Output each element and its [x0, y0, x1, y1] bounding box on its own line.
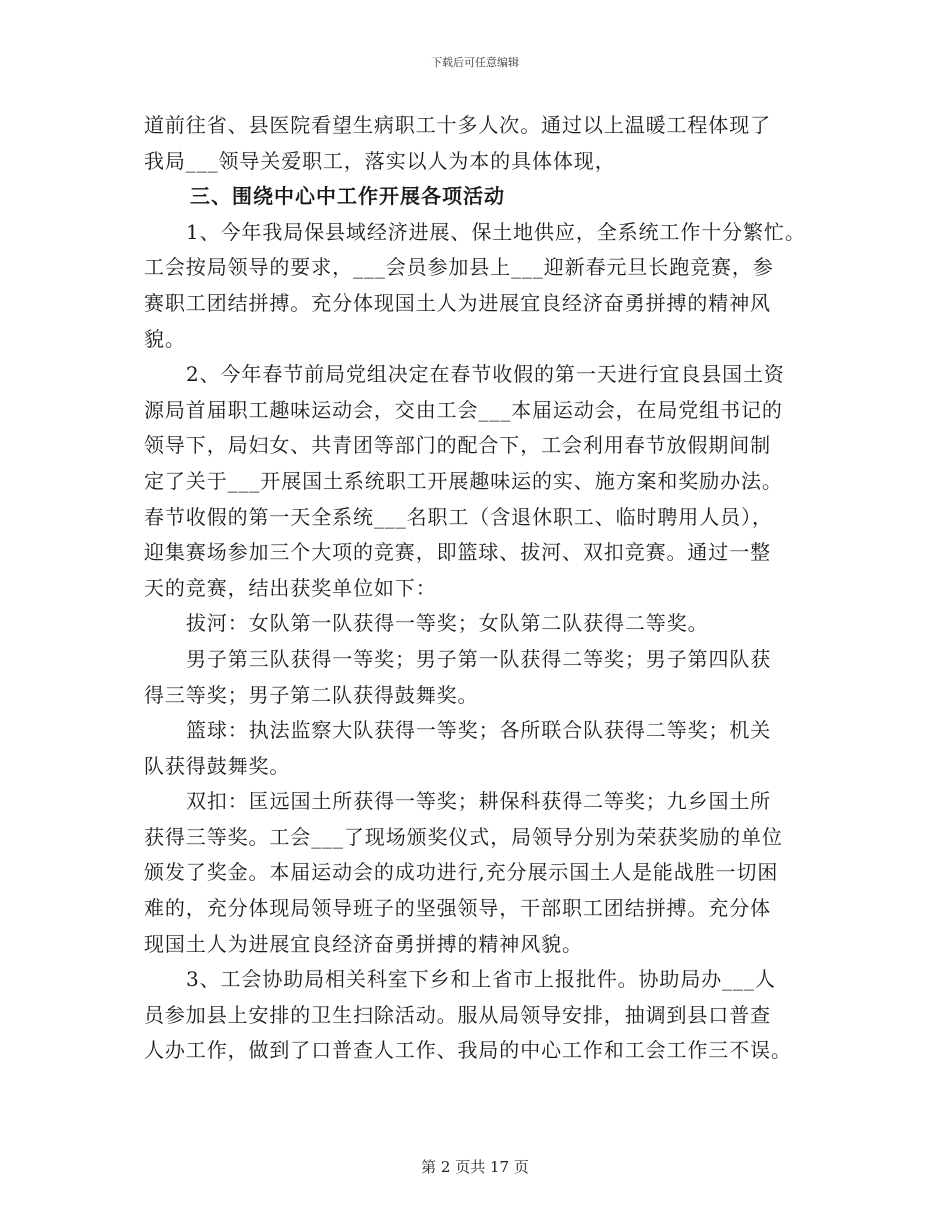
paragraph-start-line: 男子第三队获得一等奖；男子第一队获得二等奖；男子第四队获 [186, 646, 772, 671]
text-line: 定了关于___开展国土系统职工开展趣味运的实、施方案和奖励办法。 [144, 468, 783, 493]
text-line: 工会按局领导的要求，___会员参加县上___迎新春元旦长跑竞赛，参 [144, 255, 774, 280]
text-line: 获得三等奖。工会___了现场颁奖仪式，局领导分别为荣获奖励的单位 [144, 824, 783, 849]
text-line: 人办工作，做到了口普查人工作、我局的中心工作和工会工作三不误。 [144, 1038, 792, 1063]
text-line: 貌。 [144, 326, 186, 351]
text-line: 我局___领导关爱职工，落实以人为本的具体体现， [144, 148, 616, 173]
text-line: 源局首届职工趣味运动会，交由工会___本届运动会，在局党组书记的 [144, 397, 783, 422]
paragraph-start-line: 双扣：匡远国土所获得一等奖；耕保科获得二等奖；九乡国土所 [186, 789, 772, 814]
section-heading: 三、围绕中心中工作开展各项活动 [190, 184, 505, 209]
text-line: 队获得鼓舞奖。 [144, 753, 291, 778]
paragraph-start-line: 拔河：女队第一队获得一等奖；女队第二队获得二等奖。 [186, 611, 709, 636]
text-line: 颁发了奖金。本届运动会的成功进行,充分展示国土人是能战胜一切困 [144, 860, 779, 885]
text-line: 春节收假的第一天全系统___名职工（含退休职工、临时聘用人员）， [144, 504, 773, 529]
text-line: 员参加县上安排的卫生扫除活动。服从局领导安排，抽调到县口普查 [144, 1002, 771, 1027]
text-line: 领导下，局妇女、共青团等部门的配合下，工会利用春节放假期间制 [144, 433, 771, 458]
paragraph-start-line: 1、今年我局保县域经济进展、保土地供应，全系统工作十分繁忙。 [186, 219, 806, 244]
paragraph-start-line: 3、工会协助局相关科室下乡和上省市上报批件。协助局办___人 [186, 967, 776, 992]
text-line: 难的，充分体现局领导班子的坚强领导，干部职工团结拼搏。充分体 [144, 896, 771, 921]
page-footer: 第 2 页共 17 页 [421, 1158, 529, 1176]
text-line: 得三等奖；男子第二队获得鼓舞奖。 [144, 682, 479, 707]
text-line: 现国土人为进展宜良经济奋勇拼搏的精神风貌。 [144, 931, 583, 956]
paragraph-start-line: 2、今年春节前局党组决定在春节收假的第一天进行宜良县国土资 [186, 362, 785, 387]
text-line: 天的竞赛，结出获奖单位如下： [144, 575, 437, 600]
document-body [144, 108, 810, 1069]
text-line: 道前往省、县医院看望生病职工十多人次。通过以上温暖工程体现了 [144, 113, 771, 137]
page-header: 下载后可任意编辑 [431, 56, 519, 69]
text-line: 赛职工团结拼搏。充分体现国土人为进展宜良经济奋勇拼搏的精神风 [144, 290, 771, 315]
text-line: 迎集赛场参加三个大项的竞赛，即篮球、拔河、双扣竞赛。通过一整 [144, 540, 771, 565]
paragraph-start-line: 篮球：执法监察大队获得一等奖；各所联合队获得二等奖；机关 [186, 718, 772, 743]
